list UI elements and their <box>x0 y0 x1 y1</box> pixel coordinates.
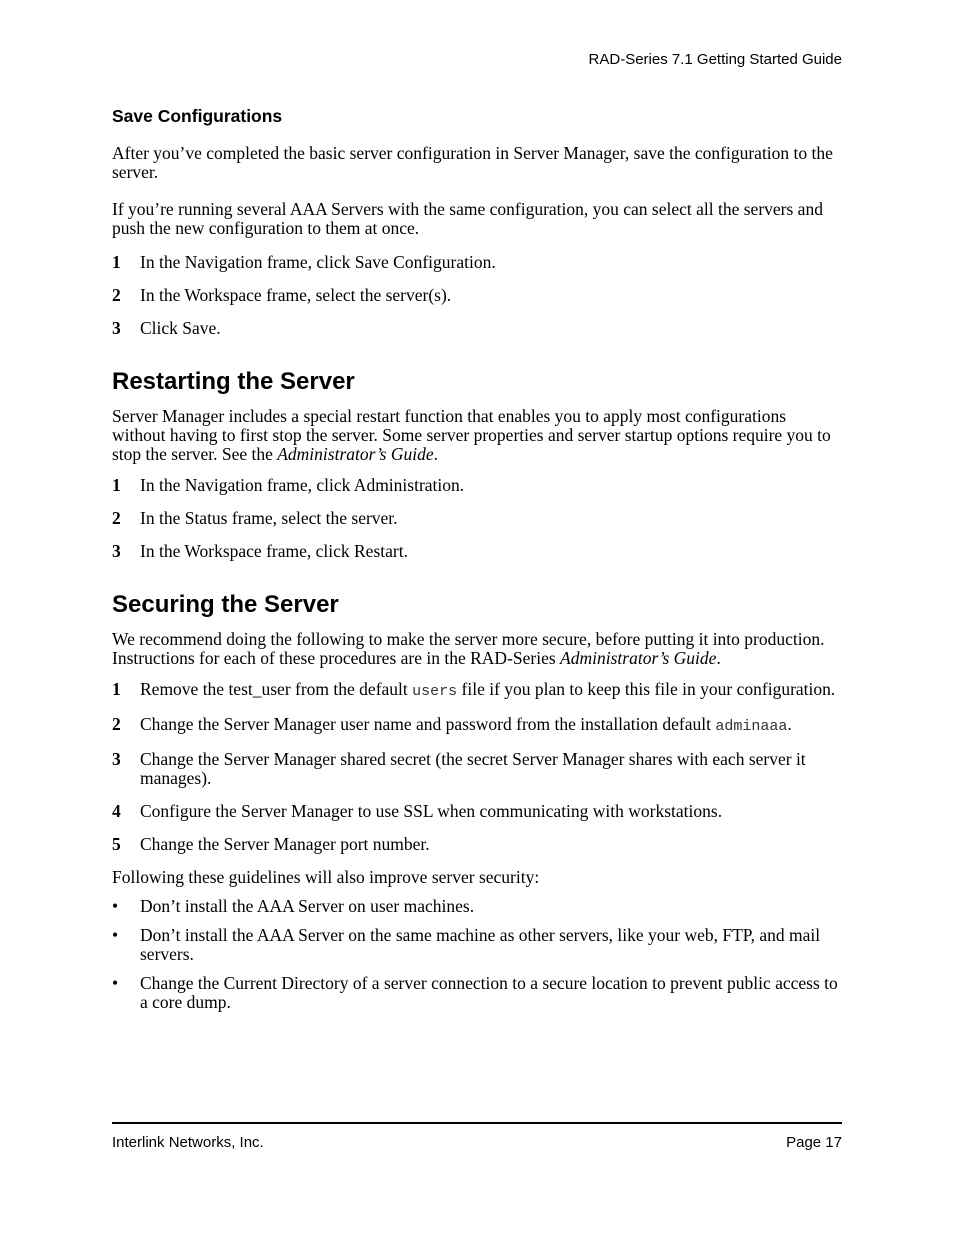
list-item <box>112 542 842 561</box>
step-number: 3 <box>112 748 121 769</box>
step-number: 4 <box>112 800 121 821</box>
step-number: 1 <box>112 252 121 272</box>
bullet: • <box>112 972 119 993</box>
step-text: In the Navigation frame, click Save Configuration. <box>140 252 496 272</box>
step-number: 3 <box>112 540 121 561</box>
step-text: Change the Server Manager shared secret (the secret Server Manager shares with each server it manages). <box>140 748 806 788</box>
restart-guide-ref: Administrator’s Guide <box>277 443 434 464</box>
step-text: . <box>787 713 792 734</box>
restarting-heading: Restarting the Server <box>112 368 355 395</box>
bullet: • <box>112 924 119 945</box>
save-configurations-heading: Save Configurations <box>112 106 283 126</box>
list-item <box>112 897 842 916</box>
list-item <box>112 319 842 338</box>
bullet-text: Don’t install the AAA Server on user machines. <box>140 895 475 916</box>
step-text: file if you plan to keep this file in your configuration. <box>457 678 836 699</box>
running-header: RAD-Series 7.1 Getting Started Guide <box>588 51 842 68</box>
step-text: Click Save. <box>140 318 221 338</box>
step-text: Remove the test_user from the default <box>140 678 413 699</box>
save-para-1: After you’ve completed the basic server configuration in Server Manager, save the configuration to the server. <box>112 143 833 182</box>
footer-company: Interlink Networks, Inc. <box>112 1134 264 1151</box>
step-text: In the Status frame, select the server. <box>140 507 398 528</box>
restart-steps <box>112 476 842 561</box>
users-file-code: users <box>412 682 458 700</box>
secure-para-text: We recommend doing the following to make the server more secure, before putting it into production. Instructions for each of these procedures are in the RAD-Series <box>112 628 825 668</box>
guidelines-intro: Following these guidelines will also improve server security: <box>112 866 540 887</box>
list-item <box>112 750 842 788</box>
step-text: In the Workspace frame, click Restart. <box>140 540 408 561</box>
list-item <box>112 974 842 1012</box>
restart-para <box>112 407 842 464</box>
list-item <box>112 680 842 701</box>
list-item <box>112 926 842 964</box>
step-text: In the Workspace frame, select the server(s). <box>140 285 452 305</box>
list-item <box>112 802 842 821</box>
step-text: Change the Server Manager user name and password from the installation default <box>140 713 716 734</box>
step-text: Change the Server Manager port number. <box>140 833 430 854</box>
securing-heading: Securing the Server <box>112 590 339 618</box>
footer-divider <box>112 1122 842 1124</box>
bullet: • <box>112 895 119 916</box>
step-number: 5 <box>112 833 121 854</box>
restart-para-end: . <box>433 443 438 464</box>
list-item <box>112 715 842 736</box>
list-item <box>112 835 842 854</box>
step-number: 3 <box>112 318 121 338</box>
step-number: 2 <box>112 507 121 528</box>
step-number: 1 <box>112 474 121 495</box>
secure-para <box>112 630 842 668</box>
bullet-text: Change the Current Directory of a server connection to a secure location to prevent public access to a core dump. <box>140 972 838 1012</box>
footer-page-number: Page 17 <box>786 1134 842 1151</box>
list-item <box>112 253 842 272</box>
restart-para-text: Server Manager includes a special restart function that enables you to apply most configurations without having to first stop the server. Some server properties and server startup options require you to stop the server. See the <box>112 405 831 464</box>
step-text: Configure the Server Manager to use SSL when communicating with workstations. <box>140 800 723 821</box>
bullet-text: Don’t install the AAA Server on the same machine as other servers, like your web, FTP, and mail servers. <box>140 924 821 964</box>
save-steps <box>112 253 842 338</box>
guidelines-list <box>112 897 842 1012</box>
list-item <box>112 476 842 495</box>
step-number: 1 <box>112 678 121 699</box>
list-item <box>112 286 842 305</box>
secure-steps <box>112 680 842 854</box>
list-item <box>112 509 842 528</box>
default-login-code: adminaaa <box>715 717 788 735</box>
step-text: In the Navigation frame, click Administration. <box>140 474 465 495</box>
secure-para-end: . <box>716 647 721 668</box>
step-number: 2 <box>112 285 121 305</box>
step-number: 2 <box>112 713 121 734</box>
save-para-2: If you’re running several AAA Servers with the same configuration, you can select all the servers and push the new configuration to them at once. <box>112 199 823 238</box>
page-content <box>112 106 842 1022</box>
secure-guide-ref: Administrator’s Guide <box>560 647 717 668</box>
